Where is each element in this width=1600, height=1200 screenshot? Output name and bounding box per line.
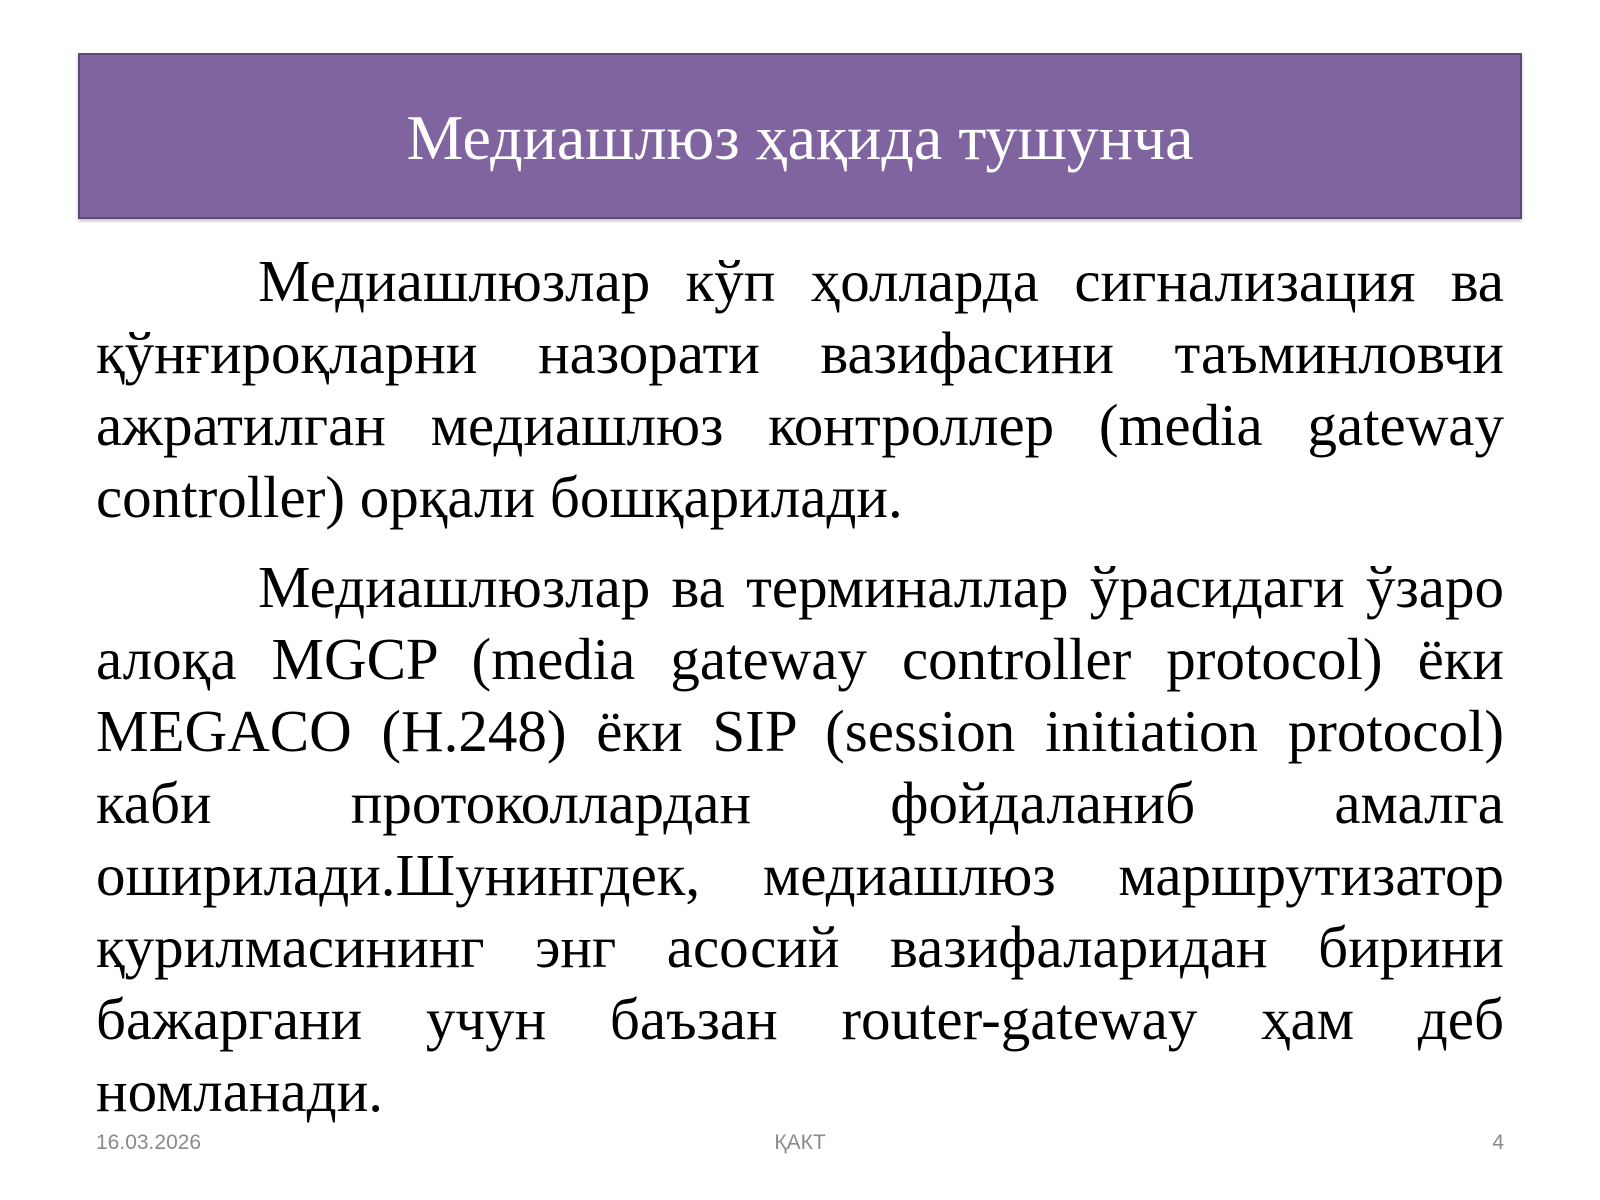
body-paragraph-2: Медиашлюзлар ва терминаллар ўрасидаги ўзаро алоқа MGCP (media gateway controller protocol) ёки MEGACO (H.248) ёки SIP (session initiation protocol) каби протоколлардан фойдаланиб амалга оширилади.Шунингдек, медиашлюз маршрутизатор қурилмасининг энг асосий вазифаларидан бирини бажаргани учун баъзан router-gateway ҳам деб номланади. — [96, 554, 1504, 1124]
title-bar — [78, 53, 1522, 219]
footer-date: 16.03.2026 — [96, 1131, 202, 1154]
footer-page-number: 4 — [1492, 1131, 1504, 1154]
body-paragraph-1: Медиашлюзлар кўп ҳолларда сигнализация ва қўнғироқларни назорати вазифасини таъминловчи ажратилган медиашлюз контроллер (media gateway controller) орқали бошқарилади. — [96, 248, 1504, 530]
slide-body — [96, 245, 1504, 1127]
footer-center-text: ҚАКТ — [774, 1131, 826, 1154]
slide-title: Медиашлюз ҳақида тушунча — [406, 102, 1194, 173]
